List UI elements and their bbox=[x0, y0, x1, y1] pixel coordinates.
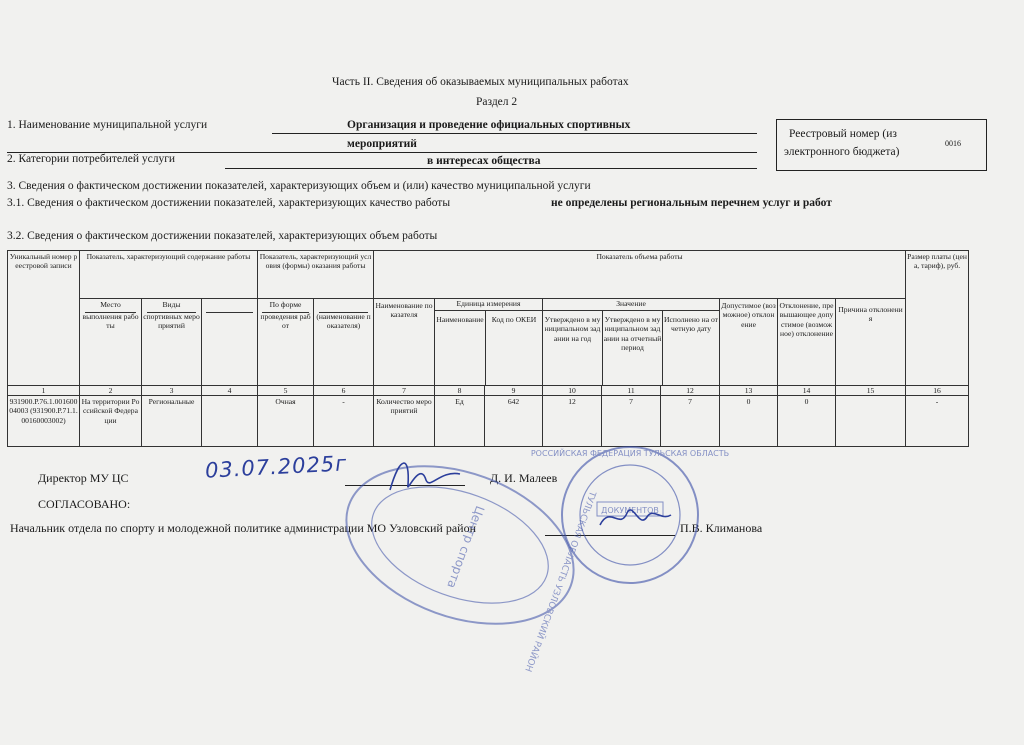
header-value-sub bbox=[543, 311, 719, 385]
cell-empty bbox=[202, 396, 258, 447]
column-number: 8 bbox=[435, 386, 485, 396]
header-place-bottom: выполнения работы bbox=[82, 312, 139, 331]
column-number: 3 bbox=[142, 386, 202, 396]
header-indicator-name: Наименование показателя bbox=[374, 299, 435, 386]
header-approved-year: Утверждено в муниципальном задании на год bbox=[543, 311, 603, 385]
cell-approved-year: 12 bbox=[543, 396, 602, 447]
handwritten-date: 03.07.2025г bbox=[204, 451, 348, 483]
column-number: 16 bbox=[906, 386, 969, 396]
cell-done: 7 bbox=[661, 396, 720, 447]
column-number: 7 bbox=[374, 386, 435, 396]
header-value-group bbox=[543, 299, 720, 386]
consumers-label: 2. Категории потребителей услуги bbox=[7, 153, 176, 165]
item-31-heading: 3.1. Сведения о фактическом достижении показателей, характеризующих качество работы bbox=[7, 197, 451, 209]
cell-indicator-dash: - bbox=[314, 396, 374, 447]
header-unit-group bbox=[435, 299, 543, 386]
header-kinds-top: Виды bbox=[162, 300, 181, 309]
director-signature bbox=[380, 450, 470, 500]
cell-fee: - bbox=[906, 396, 969, 447]
director-name: Д. И. Малеев bbox=[490, 471, 558, 485]
header-place bbox=[80, 299, 142, 386]
consumers-underline bbox=[225, 168, 757, 169]
column-number: 6 bbox=[314, 386, 374, 396]
stamp-right-ring: РОССИЙСКАЯ ФЕДЕРАЦИЯ ТУЛЬСКАЯ ОБЛАСТЬ bbox=[530, 449, 730, 458]
stamp-left-ring: ТУЛЬСКАЯ ОБЛАСТЬ УЗЛОВСКИЙ РАЙОН bbox=[522, 489, 598, 673]
header-name-indicator: (наименование показателя) bbox=[314, 299, 374, 386]
header-volume: Показатель объема работы bbox=[374, 251, 906, 299]
header-done: Исполнено на отчетную дату bbox=[664, 315, 718, 334]
column-number: 13 bbox=[720, 386, 778, 396]
registry-label-line1: Реестровый номер (из bbox=[789, 128, 897, 140]
stamp-right-center: ДОКУМЕНТОВ bbox=[601, 506, 659, 515]
header-fee: Размер платы (цена, тариф), руб. bbox=[906, 251, 969, 386]
cell-form: Очная bbox=[258, 396, 314, 447]
column-number: 9 bbox=[485, 386, 543, 396]
header-kinds bbox=[142, 299, 202, 386]
header-conditions: Показатель, характеризующий условия (формы) оказания работы bbox=[258, 251, 374, 299]
header-unit-sub bbox=[435, 311, 542, 385]
service-label: 1. Наименование муниципальной услуги bbox=[7, 119, 208, 131]
header-unit: Единица измерения bbox=[435, 299, 542, 311]
service-underline bbox=[272, 133, 757, 134]
header-unique-number: Уникальный номер реестровой записи bbox=[8, 251, 80, 386]
column-number: 1 bbox=[8, 386, 80, 396]
column-number: 11 bbox=[602, 386, 661, 396]
header-approved-period: Утверждено в муниципальном задании на отчетный период bbox=[603, 311, 663, 385]
column-number: 4 bbox=[202, 386, 258, 396]
section-title: Раздел 2 bbox=[476, 96, 518, 108]
cell-allowed: 0 bbox=[720, 396, 778, 447]
header-kinds-bottom: спортивных мероприятий bbox=[143, 312, 200, 331]
item-32-heading: 3.2. Сведения о фактическом достижении показателей, характеризующих объем работы bbox=[7, 230, 438, 242]
header-unit-name: Наименование bbox=[435, 311, 486, 385]
cell-reason bbox=[836, 396, 906, 447]
header-excess-deviation: Отклонение, превышающее допустимое (возможное) отклонение bbox=[778, 299, 836, 386]
header-place-top: Место bbox=[100, 300, 121, 309]
header-form bbox=[258, 299, 314, 386]
header-empty-col bbox=[202, 299, 258, 386]
part-title: Часть II. Сведения об оказываемых муниципальных работах bbox=[332, 76, 629, 88]
head-signature bbox=[595, 495, 675, 540]
registry-label-line2: электронного бюджета) bbox=[784, 146, 900, 158]
item-31-value: не определены региональным перечнем услуг и работ bbox=[551, 197, 832, 209]
header-value: Значение bbox=[543, 299, 719, 311]
agreed-label: СОГЛАСОВАНО: bbox=[38, 497, 131, 511]
header-allowed-deviation: Допустимое (возможное) отклонение bbox=[720, 299, 778, 386]
column-number: 5 bbox=[258, 386, 314, 396]
cell-unit-name: Ед bbox=[435, 396, 485, 447]
service-value-line1: Организация и проведение официальных спортивных bbox=[347, 119, 631, 131]
column-number: 10 bbox=[543, 386, 602, 396]
cell-okei: 642 bbox=[485, 396, 543, 447]
header-okei: Код по ОКЕИ bbox=[491, 315, 537, 324]
column-number: 2 bbox=[80, 386, 142, 396]
header-form-bottom: проведения работ bbox=[260, 312, 311, 331]
cell-indicator-name: Количество мероприятий bbox=[374, 396, 435, 447]
registry-box bbox=[776, 119, 987, 171]
column-number: 14 bbox=[778, 386, 836, 396]
cell-unique-number: 931900.Р.76.1.00160004003 (931900.Р.71.1.00160003002) bbox=[8, 396, 80, 447]
service-value-line2: мероприятий bbox=[347, 138, 417, 150]
head-label: Начальник отдела по спорту и молодежной политике администрации МО Узловский район bbox=[10, 521, 477, 535]
header-reason: Причина отклонения bbox=[836, 299, 906, 386]
head-name: П.В. Климанова bbox=[680, 521, 763, 535]
header-content: Показатель, характеризующий содержание работы bbox=[80, 251, 258, 299]
stamp-left-center: Центр спорта bbox=[444, 503, 488, 591]
consumers-value: в интересах общества bbox=[427, 155, 541, 167]
director-label: Директор МУ ЦС bbox=[38, 471, 129, 485]
registry-number: 0016 bbox=[945, 139, 961, 148]
cell-place: На территории Российской Федерации bbox=[80, 396, 142, 447]
cell-kinds: Региональные bbox=[142, 396, 202, 447]
cell-deviation: 0 bbox=[778, 396, 836, 447]
column-number: 15 bbox=[836, 386, 906, 396]
cell-approved-period: 7 bbox=[602, 396, 661, 447]
item-3-heading: 3. Сведения о фактическом достижении показателей, характеризующих объем и (или) качество муниципальной услуги bbox=[7, 180, 591, 192]
column-number: 12 bbox=[661, 386, 720, 396]
header-form-top: По форме bbox=[269, 300, 302, 309]
